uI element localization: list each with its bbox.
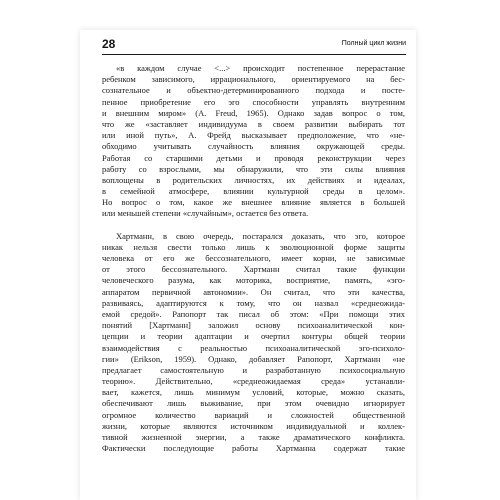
text-line: в семейной атмосфере, влиянии культурной среды в целом». (102, 186, 405, 197)
text-line: вает, кажется, лишь минимум условий, которые, можно сказать, (102, 387, 405, 398)
text-line: что же «заставляет индивидуума в своем развитии выбирать тот (102, 118, 405, 129)
text-line: Но вопрос о том, какое же внешнее влияние является в большей (102, 197, 405, 208)
text-line: огромное количество вариаций и сложностей общественной (102, 409, 405, 420)
text-line: тивной жизненной энергии, а также драматического конфликта. (102, 432, 405, 442)
page-number: 28 (102, 37, 116, 51)
text-line: взаимодействия с реальностью психоаналитической эго-психоло- (102, 342, 405, 353)
text-line: гии» (Erikson, 1959). Однако, добавляет Рапопорт, Хартманн «не (102, 353, 405, 364)
running-title: Полный цикл жизни (341, 40, 406, 47)
page-header (102, 38, 406, 55)
text-line: или меньшей степени «случайным», остается без ответа. (102, 208, 309, 219)
text-line: Хартманн, в свою очередь, постарался доказать, что эго, которое (116, 230, 405, 241)
text-line: работу со взрослыми, мы обнаружили, что эти силы влияния (102, 163, 405, 174)
text-line: ребенком зависимого, иррационального, ориентируемого на бес- (102, 74, 405, 85)
text-line: обходимо учитывать случайность влияния окружающей среды. (102, 141, 405, 152)
text-line: жизни, которые являются источником индивидуальной и коллек- (102, 420, 405, 431)
paragraph (102, 63, 405, 220)
paragraph-gap (102, 220, 405, 231)
text-line: предлагает самостоятельную и разработанную психосоциальную (102, 364, 405, 375)
text-line: или иной путь», А. Фрейд высказывает предположение, что «не- (102, 130, 405, 141)
text-line: человеческого разума, как моторика, восприятие, память, «эго- (102, 275, 405, 286)
text-line: от этого бессознательного. Хартманн считал такие функции (102, 264, 405, 275)
text-line: Работая со старшими детьми и проводя реконструкции через (102, 152, 405, 163)
text-line: человека от его же бессознательного, имеет корни, не зависимые (102, 253, 405, 263)
text-line: Фактически последующие работы Хартманна содержат такие (102, 443, 405, 454)
text-line: понятий [Хартманн] заложил основу психоаналитической кон- (102, 320, 405, 331)
text-line: и внешним миром» (A. Freud, 1965). Однако задав вопрос о том, (102, 107, 405, 118)
text-line: цепции и теории адаптации и очертил контуры общей теории (102, 331, 405, 342)
body-text (102, 63, 405, 454)
text-line: пенное приобретение его эго способности управлять внутренним (102, 96, 405, 107)
text-line: воплощены в родительских личностях, их действиях и идеалах, (102, 174, 405, 185)
paragraph (102, 231, 405, 455)
text-line: развиваясь, адаптируются к тому, что он назвал «среднеожида- (102, 297, 405, 308)
text-line: емой средой». Рапопорт так писал об этом: «При помощи этих (102, 308, 405, 319)
text-line: аппаратом первичной автономии». Он считал, что эти качества, (102, 286, 405, 297)
text-line: «в каждом случае <...> происходит постепенное перерастание (116, 63, 405, 73)
book-page (80, 30, 416, 500)
text-line: никак нельзя свести только лишь к эволюционной форме защиты (102, 241, 405, 252)
text-line: теорию». Действительно, «среднеожидаемая среда» устанавли- (102, 376, 405, 387)
text-line: сознательное и объектно-детерминированного подхода и посте- (102, 85, 405, 96)
text-line: обеспечивают лишь выживание, при этом очевидно игнорирует (102, 398, 405, 409)
